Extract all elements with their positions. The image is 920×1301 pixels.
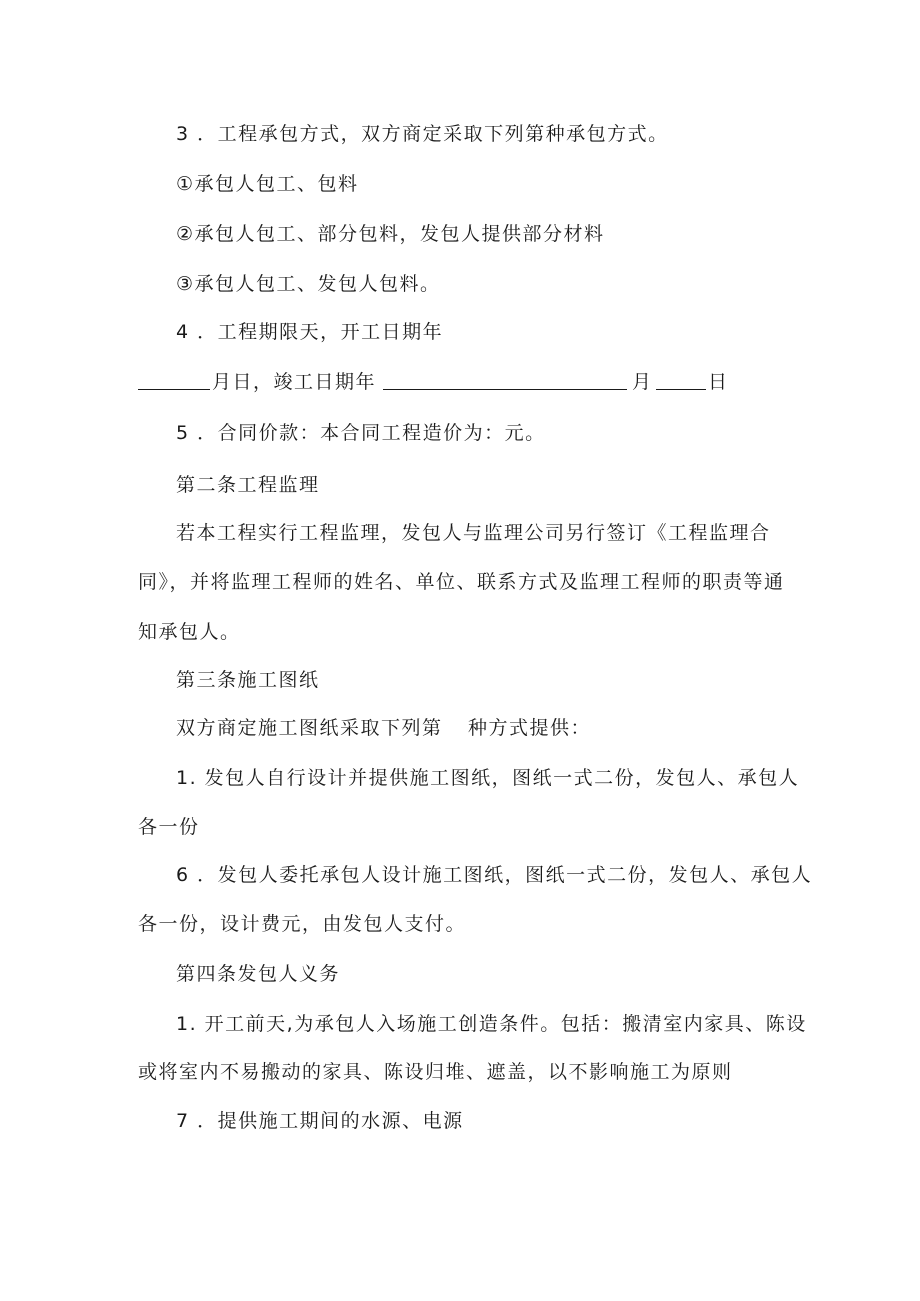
clause-3-contract-method: 3 ．工程承包方式，双方商定采取下列第种承包方式。 — [176, 123, 669, 145]
article-3-intro-part-1: 双方商定施工图纸采取下列第 — [176, 717, 443, 739]
option-1: ①承包人包工、包料 — [176, 173, 359, 195]
article-3-item-6-line-2: 各一份，设计费元，由发包人支付。 — [138, 913, 467, 935]
clause-4-duration: 4 ．工程期限天，开工日期年 — [176, 321, 444, 343]
article-3-heading: 第三条施工图纸 — [176, 669, 320, 691]
article-2-para-line-3: 知承包人。 — [138, 621, 241, 643]
date-month-label: 月 — [632, 371, 653, 393]
blank-start-month — [138, 371, 210, 390]
date-day-label: 日 — [708, 371, 729, 393]
article-2-para-line-2: 同》，并将监理工程师的姓名、单位、联系方式及监理工程师的职责等通 — [138, 571, 785, 593]
article-4-item-1-line-2: 或将室内不易搬动的家具、陈设归堆、遮盖，以不影响施工为原则 — [138, 1061, 733, 1083]
article-2-para-line-1: 若本工程实行工程监理，发包人与监理公司另行签订《工程监理合 — [176, 522, 771, 544]
article-3-item-6-line-1: 6 ．发包人委托承包人设计施工图纸，图纸一式二份，发包人、承包人 — [176, 864, 813, 886]
article-2-heading: 第二条工程监理 — [176, 474, 320, 496]
article-4-item-7: 7 ．提供施工期间的水源、电源 — [176, 1110, 464, 1132]
clause-5-price: 5 ．合同价款：本合同工程造价为：元。 — [176, 422, 546, 444]
article-4-item-1-line-1: 1. 开工前天,为承包人入场施工创造条件。包括：搬清室内家具、陈设 — [176, 1013, 807, 1035]
article-4-heading: 第四条发包人义务 — [176, 963, 341, 985]
blank-completion-year — [383, 371, 627, 390]
blank-completion-day — [656, 371, 706, 390]
article-3-item-1-line-1: 1. 发包人自行设计并提供施工图纸，图纸一式二份，发包人、承包人 — [176, 767, 800, 789]
date-line-text: 月日，竣工日期年 — [212, 371, 377, 393]
option-2: ②承包人包工、部分包料，发包人提供部分材料 — [176, 223, 605, 245]
article-3-item-1-line-2: 各一份 — [138, 816, 200, 838]
option-3: ③承包人包工、发包人包料。 — [176, 273, 441, 295]
article-3-intro-part-2: 种方式提供： — [468, 717, 592, 739]
